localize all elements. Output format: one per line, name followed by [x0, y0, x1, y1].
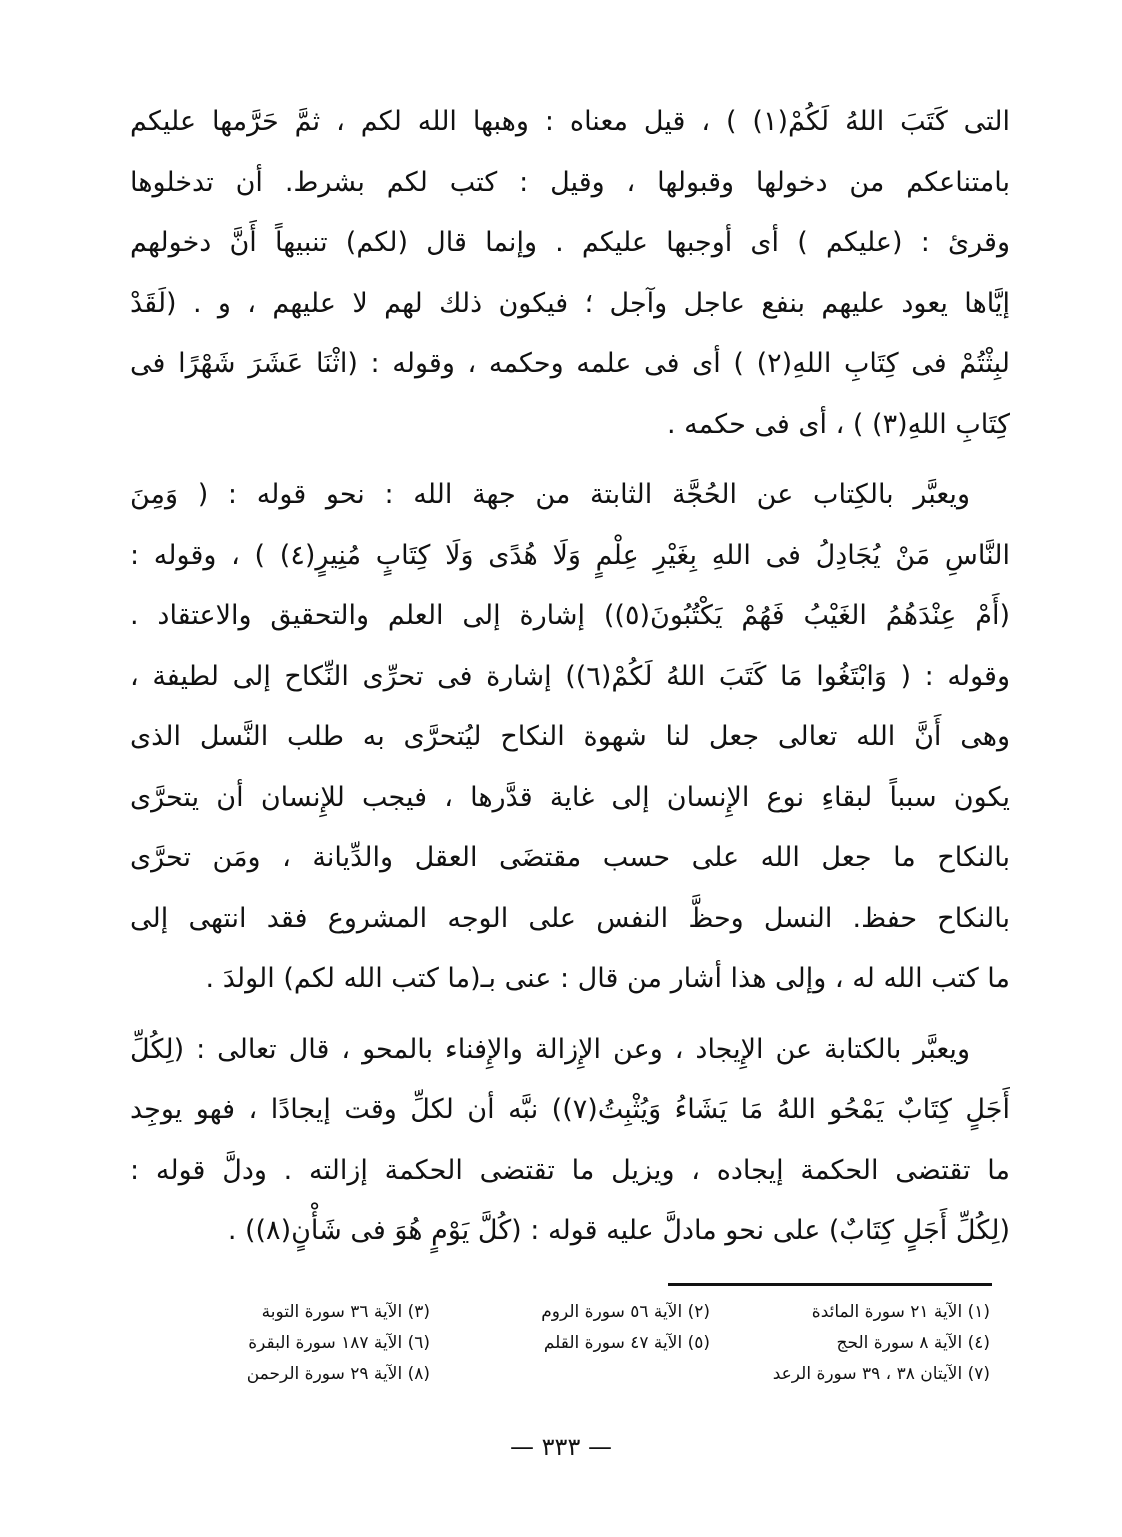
text-line: لبِثْتُمْ فى كِتَابِ اللهِ(٢) ) أى فى علمه وحكمه ، وقوله : (اثْنَا عَشَرَ شَهْرًا فى [130, 348, 1010, 379]
text-line: (أَمْ عِنْدَهُمُ الغَيْبُ فَهُمْ يَكْتُبُونَ(٥)) إشارة إلى العلم والتحقيق والاعتقاد . [130, 600, 1010, 631]
paragraph-2 [130, 465, 1010, 1010]
paragraph-3 [130, 1020, 1010, 1262]
paragraph-spacer [130, 1010, 1010, 1020]
text-line: يكون سبباً لبقاءِ نوع الإِنسان إلى غاية قدَّرها ، فيجب للإِنسان أن يتحرَّى [130, 781, 1010, 813]
text-line: بالنكاح حفظ. النسل وحظَّ النفس على الوجه المشروع فقد انتهى إلى [130, 902, 1010, 934]
text-line: ما تقتضى الحكمة إيجاده ، ويزيل ما تقتضى الحكمة إزالته . ودلَّ قوله : [130, 1154, 1010, 1186]
text-line: أَجَلٍ كِتَابٌ يَمْحُو اللهُ مَا يَشَاءُ وَيُثْبِتُ(٧)) نبَّه أن لكلِّ وقت إيجادًا ، فهو يوجِد [130, 1094, 1010, 1125]
text-line: (لِكُلِّ أَجَلٍ كِتَابٌ) على نحو مادلَّ عليه قوله : (كُلَّ يَوْمٍ هُوَ فى شَأْنٍ(٨)) . [227, 1215, 1010, 1246]
text-line: كِتَابِ اللهِ(٣) ) ، أى فى حكمه . [666, 408, 1010, 440]
text-line: ويعبَّر بالكِتاب عن الحُجَّة الثابتة من جهة الله : نحو قوله : ( وَمِنَ [130, 479, 970, 510]
footnote: (٤) الآية ٨ سورة الحج [836, 1333, 990, 1353]
footnote: (٦) الآية ١٨٧ سورة البقرة [248, 1333, 430, 1353]
footnote: (٥) الآية ٤٧ سورة القلم [543, 1333, 710, 1353]
footnote [430, 1359, 710, 1390]
footnote: (٨) الآية ٢٩ سورة الرحمن [246, 1364, 430, 1384]
text-line: وهى أَنَّ الله تعالى جعل لنا شهوة النكاح ليُتحرَّى به طلب النَّسل الذى [130, 721, 1010, 752]
footnote: (٣) الآية ٣٦ سورة التوبة [261, 1302, 430, 1322]
page-number: — ٣٣٣ — [510, 1433, 612, 1461]
paragraph-spacer [130, 455, 1010, 465]
footnote-row [150, 1297, 990, 1328]
main-text [130, 92, 1010, 1262]
paragraph-1 [130, 92, 1010, 455]
text-line: إيَّاها يعود عليهم بنفع عاجل وآجل ؛ فيكون ذلك لهم لا عليهم ، و . (لَقَدْ [130, 287, 1010, 319]
footnote-separator [668, 1283, 992, 1286]
footnotes [150, 1297, 990, 1390]
text-line: بامتناعكم من دخولها وقبولها ، وقيل : كتب لكم بشرط. أن تدخلوها [130, 166, 1010, 198]
text-line: التى كَتَبَ اللهُ لَكُمْ(١) ) ، قيل معناه : وهبها الله لكم ، ثمَّ حَرَّمها عليكم [130, 106, 1010, 137]
footnote-row [150, 1328, 990, 1359]
text-line: بالنكاح ما جعل الله على حسب مقتضَى العقل والدِّيانة ، ومَن تحرَّى [130, 842, 1010, 873]
text-line: ما كتب الله له ، وإلى هذا أشار من قال : عنى بـ(ما كتب الله لكم) الولدَ . [205, 963, 1010, 994]
footnote-row [150, 1359, 990, 1390]
text-line: النَّاسِ مَنْ يُجَادِلُ فى اللهِ بِغَيْرِ عِلْمٍ وَلَا هُدًى وَلَا كِتَابٍ مُنِيرٍ(٤) ) ، وقوله : [130, 539, 1010, 571]
footnote: (٢) الآية ٥٦ سورة الروم [541, 1302, 710, 1322]
text-line: وقوله : ( وَابْتَغُوا مَا كَتَبَ اللهُ لَكُمْ(٦)) إشارة فى تحرِّى النِّكاح إلى لطيفة ، [130, 660, 1010, 692]
footnote: (١) الآية ٢١ سورة المائدة [811, 1302, 990, 1322]
text-line: ويعبَّر بالكتابة عن الإِيجاد ، وعن الإِزالة والإِفناء بالمحو ، قال تعالى : (لِكُلِّ [130, 1033, 970, 1065]
footnote: (٧) الآيتان ٣٨ ، ٣٩ سورة الرعد [772, 1364, 990, 1384]
text-line: وقرئ : (عليكم ) أى أوجبها عليكم . وإنما قال (لكم) تنبيهاً أَنَّ دخولهم [130, 227, 1010, 258]
